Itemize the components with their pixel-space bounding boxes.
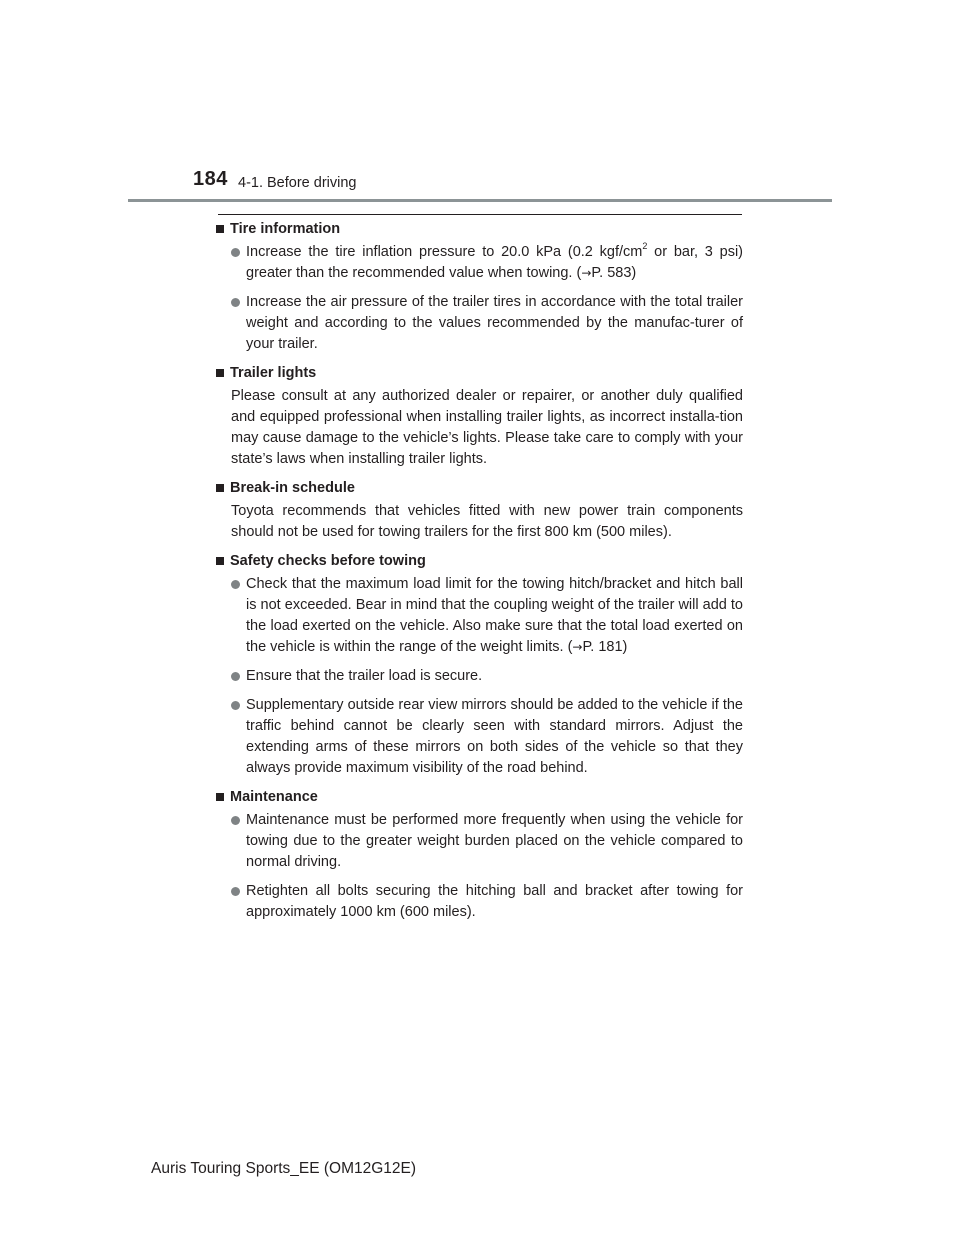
content-top-divider bbox=[218, 214, 742, 215]
section-trailer-lights bbox=[214, 363, 743, 470]
section-heading bbox=[214, 787, 743, 808]
section-safety-checks bbox=[214, 551, 743, 779]
section-heading bbox=[214, 551, 743, 572]
heading-text: Safety checks before towing bbox=[230, 553, 426, 569]
document-footer: Auris Touring Sports_EE (OM12G12E) bbox=[151, 1160, 417, 1177]
list-item bbox=[214, 574, 743, 658]
list-item bbox=[214, 292, 743, 355]
square-bullet-icon bbox=[216, 557, 224, 565]
bullet-text: Increase the air pressure of the trailer tires in accordance with the total trailer weight and according to the values recommended by the manufac-turer of your trailer. bbox=[246, 294, 743, 352]
paragraph: Please consult at any authorized dealer or repairer, or another duly qualified and equipped professional when installing trailer lights, as incorrect installa-tion may cause damage to the vehicle’s lights. Please take care to comply with your state’s laws when installing trailer lights. bbox=[231, 388, 743, 467]
round-bullet-icon bbox=[231, 580, 240, 589]
bullet-text: Ensure that the trailer load is secure. bbox=[246, 668, 483, 684]
round-bullet-icon bbox=[231, 701, 240, 710]
round-bullet-icon bbox=[231, 816, 240, 825]
round-bullet-icon bbox=[231, 298, 240, 307]
list-item bbox=[214, 242, 743, 284]
heading-text: Trailer lights bbox=[230, 365, 317, 381]
round-bullet-icon bbox=[231, 248, 240, 257]
section-heading bbox=[214, 219, 743, 240]
page-reference: P. 583) bbox=[591, 265, 637, 281]
list-item bbox=[214, 881, 743, 923]
list-item bbox=[214, 666, 743, 687]
list-item bbox=[214, 695, 743, 779]
section-tire-information bbox=[214, 219, 743, 355]
bullet-text: Retighten all bolts securing the hitching ball and bracket after towing for approximately 1000 km (600 miles). bbox=[246, 883, 743, 920]
heading-text: Tire information bbox=[230, 221, 341, 237]
page-number: 184 bbox=[193, 168, 228, 190]
section-maintenance bbox=[214, 787, 743, 923]
round-bullet-icon bbox=[231, 887, 240, 896]
square-bullet-icon bbox=[216, 369, 224, 377]
section-title: 4-1. Before driving bbox=[238, 175, 357, 191]
bullet-text: Check that the maximum load limit for the towing hitch/bracket and hitch ball is not exceeded. Bear in mind that the coupling weight of the trailer will add to the load exerted on the vehicle. Also make sure that the total load exerted on the vehicle is within the range of the weight limits. (→P. 181) bbox=[246, 576, 743, 655]
list-item bbox=[214, 810, 743, 873]
superscript: 2 bbox=[642, 241, 648, 252]
bullet-text: Increase the tire inflation pressure to 20.0 kPa (0.2 kgf/$cm^2$ or bar, 3 psi) greater than the recommended value when towing. (→P. 583) bbox=[246, 241, 743, 281]
header-divider bbox=[128, 199, 832, 202]
heading-text: Maintenance bbox=[230, 789, 318, 805]
paragraph: Toyota recommends that vehicles fitted with new power train components should not be used for towing trailers for the first 800 km (500 miles). bbox=[231, 503, 743, 540]
arrow-icon: → bbox=[572, 640, 583, 654]
square-bullet-icon bbox=[216, 793, 224, 801]
bullet-text: Maintenance must be performed more frequently when using the vehicle for towing due to the greater weight burden placed on the vehicle compared to normal driving. bbox=[246, 812, 743, 870]
square-bullet-icon bbox=[216, 484, 224, 492]
section-heading bbox=[214, 363, 743, 384]
page-content bbox=[214, 219, 743, 931]
heading-text: Break-in schedule bbox=[230, 480, 355, 496]
round-bullet-icon bbox=[231, 672, 240, 681]
arrow-icon: → bbox=[581, 266, 592, 280]
section-heading bbox=[214, 478, 743, 499]
page-reference: P. 181) bbox=[582, 639, 628, 655]
section-break-in-schedule bbox=[214, 478, 743, 543]
bullet-text: Supplementary outside rear view mirrors should be added to the vehicle if the traffic behind cannot be clearly seen with standard mirrors. Adjust the extending arms of these mirrors on both sides of the vehicle so that they always provide maximum visibility of the road behind. bbox=[246, 697, 743, 776]
square-bullet-icon bbox=[216, 225, 224, 233]
